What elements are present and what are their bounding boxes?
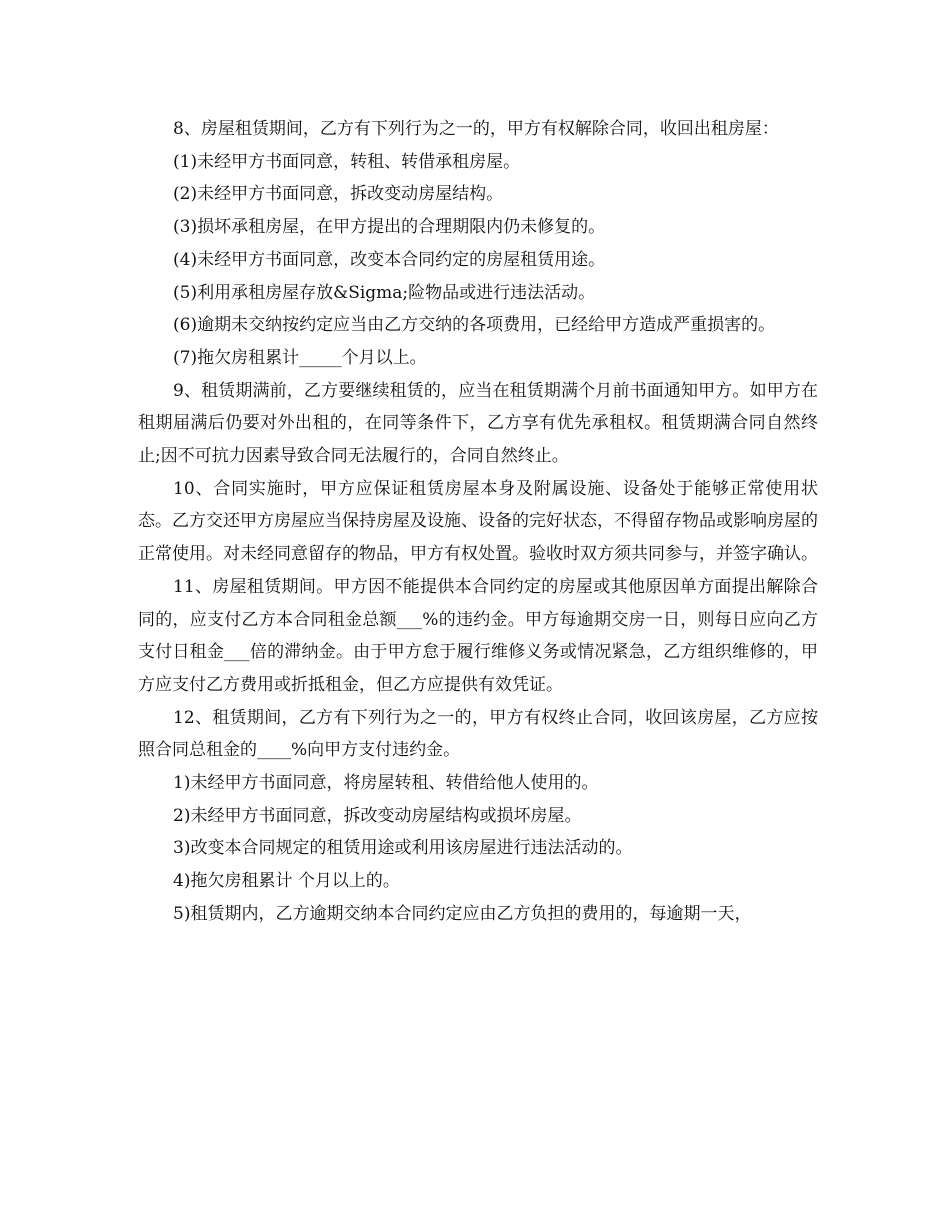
clause-10: 10、合同实施时，甲方应保证租赁房屋本身及附属设施、设备处于能够正常使用状态。乙方交还甲方房屋应当保持房屋及设施、设备的完好状态，不得留存物品或影响房屋的正常使用。对未经同意留存的物品，甲方有权处置。验收时双方须共同参与，并签字确认。 [138, 478, 818, 565]
clause-12-item-4: 4)拖欠房租累计 个月以上的。 [173, 871, 400, 892]
clause-8-item-2: (2)未经甲方书面同意，拆改变动房屋结构。 [173, 184, 504, 205]
clause-8-item-1: (1)未经甲方书面同意，转租、转借承租房屋。 [173, 151, 521, 172]
clause-8-item-5: (5)利用承租房屋存放&Sigma;险物品或进行违法活动。 [173, 282, 596, 303]
clause-12-item-3: 3)改变本合同规定的租赁用途或利用该房屋进行违法活动的。 [173, 838, 633, 859]
clause-9: 9、租赁期满前，乙方要继续租赁的，应当在租赁期满个月前书面通知甲方。如甲方在租期届满后仍要对外出租的，在同等条件下，乙方享有优先承租权。租赁期满合同自然终止;因不可抗力因素导致合同无法履行的，合同自然终止。 [138, 380, 818, 467]
clause-8-item-7: (7)拖欠房租累计_____个月以上。 [173, 347, 427, 368]
clause-8-heading: 8、房屋租赁期间，乙方有下列行为之一的，甲方有权解除合同，收回出租房屋： [173, 119, 779, 139]
clause-8-item-6: (6)逾期未交纳按约定应当由乙方交纳的各项费用，已经给甲方造成严重损害的。 [173, 315, 776, 336]
clause-8-item-4: (4)未经甲方书面同意，改变本合同约定的房屋租赁用途。 [173, 249, 606, 270]
clause-12-heading: 12、租赁期间，乙方有下列行为之一的，甲方有权终止合同，收回该房屋，乙方应按照合同总租金的____%向甲方支付违约金。 [138, 707, 818, 761]
clause-12-item-5: 5)租赁期内，乙方逾期交纳本合同约定应由乙方负担的费用的，每逾期一天， [173, 903, 752, 924]
contract-text [138, 113, 818, 931]
clause-8-item-3: (3)损坏承租房屋，在甲方提出的合理期限内仍未修复的。 [173, 217, 606, 238]
clause-12-item-2: 2)未经甲方书面同意，拆改变动房屋结构或损坏房屋。 [173, 805, 582, 826]
clause-11: 11、房屋租赁期间。甲方因不能提供本合同约定的房屋或其他原因单方面提出解除合同的，应支付乙方本合同租金总额___%的违约金。甲方每逾期交房一日，则每日应向乙方支付日租金___倍的滞纳金。由于甲方怠于履行维修义务或情况紧急，乙方组织维修的，甲方应支付乙方费用或折抵租金，但乙方应提供有效凭证。 [138, 576, 818, 695]
clause-12-item-1: 1)未经甲方书面同意，将房屋转租、转借给他人使用的。 [173, 773, 599, 794]
